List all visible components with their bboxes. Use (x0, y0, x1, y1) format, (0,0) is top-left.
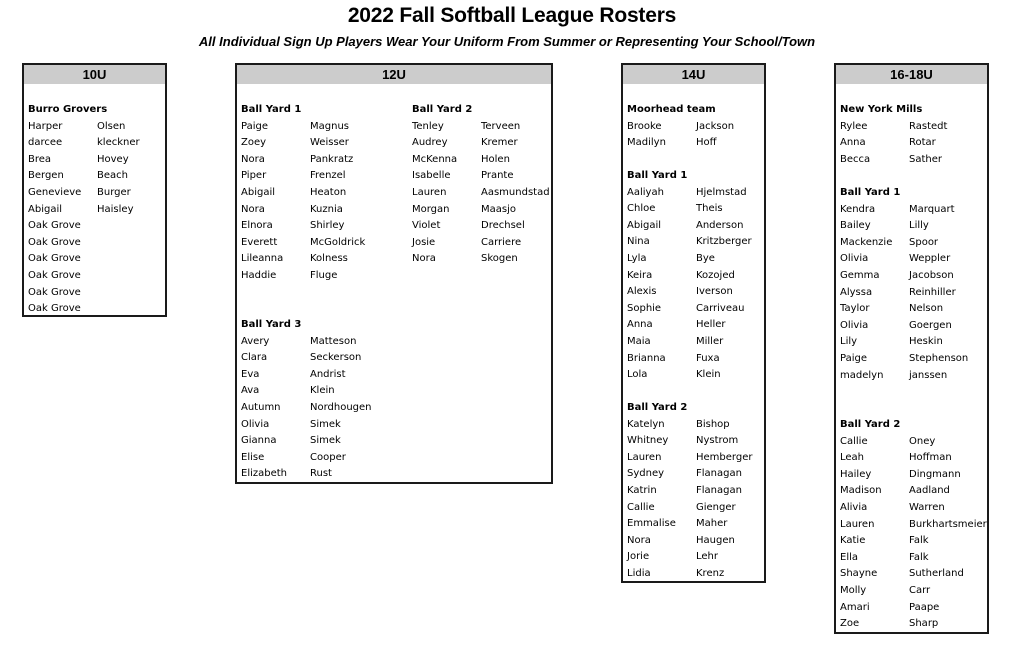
player-last-name: Hoff (696, 137, 717, 149)
player-row (627, 417, 752, 434)
player-row (840, 616, 987, 633)
player-row (28, 119, 140, 136)
player-last-name: Drechsel (481, 220, 525, 232)
player-last-name: Sutherland (909, 568, 964, 580)
player-last-name: Theis (696, 203, 723, 215)
player-last-name: Magnus (310, 120, 349, 132)
player-row (241, 400, 372, 417)
player-first-name: Bailey (840, 220, 871, 232)
player-first-name: madelyn (840, 369, 884, 381)
player-last-name: Falk (909, 551, 929, 563)
player-first-name: Oak Grove (28, 253, 81, 265)
player-row (241, 152, 365, 169)
player-last-name: Bishop (696, 418, 730, 430)
player-row (412, 202, 550, 219)
player-row (627, 317, 752, 334)
player-last-name: Frenzel (310, 170, 346, 182)
player-first-name: Abigail (241, 186, 275, 198)
player-first-name: Lidia (627, 567, 651, 579)
player-first-name: Madilyn (627, 137, 666, 149)
player-last-name: Klein (696, 369, 721, 381)
player-last-name: Heskin (909, 336, 943, 348)
player-row (627, 549, 752, 566)
player-last-name: Kolness (310, 253, 348, 265)
player-last-name: Hoffman (909, 452, 952, 464)
roster-group (241, 317, 372, 483)
player-first-name: Nora (627, 534, 651, 546)
group-title: Burro Grovers (28, 104, 108, 115)
player-last-name: Fluge (310, 269, 338, 281)
player-row (241, 268, 365, 285)
player-first-name: Mackenzie (840, 236, 893, 248)
player-last-name: janssen (909, 369, 948, 381)
player-last-name: Flanagan (696, 484, 742, 496)
player-first-name: Lily (840, 336, 858, 348)
player-row (241, 350, 372, 367)
player-row (28, 268, 140, 285)
player-row (840, 500, 987, 517)
group-title: Ball Yard 1 (627, 170, 688, 181)
player-first-name: Oak Grove (28, 269, 81, 281)
player-last-name: Warren (909, 501, 945, 513)
player-row (627, 466, 752, 483)
page-title: 2022 Fall Softball League Rosters (347, 4, 677, 27)
player-row (840, 517, 987, 534)
player-first-name: Eva (241, 368, 260, 380)
group-title: Ball Yard 2 (840, 419, 901, 430)
roster-group (627, 102, 734, 152)
player-row (241, 135, 365, 152)
player-row (412, 235, 550, 252)
roster-group (28, 102, 140, 318)
player-row (28, 235, 140, 252)
roster-group (840, 102, 947, 168)
player-row (840, 351, 968, 368)
player-first-name: Josie (412, 236, 436, 248)
player-first-name: Keira (627, 269, 653, 281)
player-row (28, 135, 140, 152)
player-row (627, 533, 752, 550)
player-first-name: Katie (840, 535, 866, 547)
player-last-name: Kuznia (310, 203, 343, 215)
player-row (840, 483, 987, 500)
player-row (840, 119, 947, 136)
player-last-name: Heller (696, 319, 726, 331)
roster-group (627, 400, 752, 583)
player-first-name: Bergen (28, 170, 64, 182)
player-last-name: Rotar (909, 137, 936, 149)
player-last-name: Klein (310, 385, 335, 397)
player-row (28, 251, 140, 268)
player-row (627, 483, 752, 500)
player-last-name: Rust (310, 468, 332, 480)
roster-group (412, 102, 550, 268)
group-title: New York Mills (840, 104, 923, 115)
division-10u (22, 63, 167, 317)
player-first-name: Abigail (627, 219, 661, 231)
player-first-name: Olivia (840, 319, 869, 331)
player-row (627, 334, 752, 351)
division-12u (235, 63, 553, 484)
player-last-name: Nordhougen (310, 401, 372, 413)
player-last-name: Spoor (909, 236, 939, 248)
player-first-name: Oak Grove (28, 286, 81, 298)
player-first-name: Alyssa (840, 286, 873, 298)
player-row (840, 467, 987, 484)
player-first-name: Hailey (840, 468, 872, 480)
player-last-name: Flanagan (696, 468, 742, 480)
player-row (241, 218, 365, 235)
player-last-name: Matteson (310, 335, 357, 347)
roster-group (840, 417, 987, 633)
group-title: Ball Yard 2 (412, 104, 473, 115)
player-last-name: Hovey (97, 153, 129, 165)
player-first-name: Genevieve (28, 186, 82, 198)
player-row (627, 201, 752, 218)
player-last-name: Maher (696, 518, 728, 530)
group-title: Ball Yard 1 (241, 104, 302, 115)
player-row (840, 135, 947, 152)
division-header: 14U (623, 65, 764, 84)
player-last-name: Skogen (481, 253, 518, 265)
player-first-name: Oak Grove (28, 220, 81, 232)
player-last-name: Fuxa (696, 352, 720, 364)
player-row (412, 119, 550, 136)
player-row (28, 218, 140, 235)
player-last-name: Beach (97, 170, 128, 182)
player-last-name: Shirley (310, 220, 345, 232)
player-row (412, 168, 550, 185)
player-row (840, 218, 968, 235)
player-last-name: Carriveau (696, 302, 745, 314)
player-first-name: Elnora (241, 220, 273, 232)
player-row (840, 268, 968, 285)
player-first-name: Avery (241, 335, 270, 347)
player-first-name: Haddie (241, 269, 277, 281)
player-first-name: Clara (241, 352, 268, 364)
player-first-name: Anna (627, 319, 653, 331)
player-last-name: Holen (481, 153, 510, 165)
player-first-name: Abigail (28, 203, 62, 215)
player-row (627, 119, 734, 136)
player-first-name: Nina (627, 236, 650, 248)
player-last-name: Iverson (696, 286, 733, 298)
player-row (241, 334, 372, 351)
player-row (241, 251, 365, 268)
player-last-name: Hemberger (696, 451, 753, 463)
player-row (241, 185, 365, 202)
player-first-name: Callie (840, 435, 868, 447)
player-first-name: Morgan (412, 203, 450, 215)
player-row (627, 500, 752, 517)
player-row (627, 284, 752, 301)
player-last-name: Kremer (481, 137, 518, 149)
player-first-name: Lauren (627, 451, 662, 463)
player-last-name: Andrist (310, 368, 346, 380)
player-first-name: Rylee (840, 120, 868, 132)
player-row (412, 152, 550, 169)
player-last-name: Hjelmstad (696, 186, 747, 198)
group-title: Ball Yard 2 (627, 402, 688, 413)
group-title: Ball Yard 3 (241, 319, 302, 330)
player-first-name: Madison (840, 485, 882, 497)
player-last-name: Gienger (696, 501, 736, 513)
player-last-name: Heaton (310, 186, 347, 198)
player-first-name: darcee (28, 137, 63, 149)
player-first-name: Violet (412, 220, 441, 232)
player-last-name: Rastedt (909, 120, 948, 132)
player-first-name: Brianna (627, 352, 666, 364)
player-first-name: McKenna (412, 153, 458, 165)
player-first-name: Brea (28, 153, 52, 165)
player-last-name: Olsen (97, 120, 126, 132)
player-row (28, 152, 140, 169)
player-row (627, 450, 752, 467)
player-first-name: Lauren (412, 186, 447, 198)
player-last-name: Krenz (696, 567, 725, 579)
player-last-name: Nelson (909, 303, 944, 315)
player-row (840, 285, 968, 302)
player-last-name: Reinhiller (909, 286, 956, 298)
player-last-name: Oney (909, 435, 936, 447)
player-last-name: McGoldrick (310, 236, 366, 248)
player-first-name: Paige (241, 120, 268, 132)
player-last-name: Prante (481, 170, 514, 182)
player-row (241, 417, 372, 434)
division-header: 16-18U (836, 65, 987, 84)
player-last-name: Carr (909, 584, 931, 596)
player-row (627, 433, 752, 450)
player-row (627, 351, 752, 368)
player-first-name: Elise (241, 451, 265, 463)
player-row (241, 119, 365, 136)
player-row (241, 235, 365, 252)
player-first-name: Shayne (840, 568, 878, 580)
group-title: Moorhead team (627, 104, 716, 115)
player-row (241, 202, 365, 219)
player-row (412, 135, 550, 152)
player-last-name: Lilly (909, 220, 929, 232)
player-row (412, 251, 550, 268)
player-row (28, 168, 140, 185)
player-first-name: Elizabeth (241, 468, 288, 480)
player-first-name: Autumn (241, 401, 281, 413)
player-row (627, 135, 734, 152)
player-first-name: Isabelle (412, 170, 451, 182)
player-first-name: Sophie (627, 302, 662, 314)
player-first-name: Whitney (627, 435, 669, 447)
player-first-name: Paige (840, 352, 867, 364)
player-first-name: Callie (627, 501, 655, 513)
player-first-name: Katelyn (627, 418, 665, 430)
player-first-name: Leah (840, 452, 865, 464)
player-first-name: Nora (241, 203, 265, 215)
player-first-name: Kendra (840, 203, 876, 215)
player-row (840, 334, 968, 351)
player-row (412, 185, 550, 202)
player-first-name: Aaliyah (627, 186, 664, 198)
player-row (241, 367, 372, 384)
player-first-name: Chloe (627, 203, 656, 215)
player-last-name: Haisley (97, 203, 134, 215)
player-first-name: Zoe (840, 618, 860, 630)
player-last-name: Sharp (909, 618, 939, 630)
roster-group (840, 185, 968, 384)
player-first-name: Tenley (412, 120, 444, 132)
player-last-name: Simek (310, 435, 341, 447)
player-first-name: Molly (840, 584, 867, 596)
player-row (28, 202, 140, 219)
player-last-name: Weppler (909, 253, 951, 265)
player-first-name: Becca (840, 153, 871, 165)
player-first-name: Nora (412, 253, 436, 265)
player-last-name: Simek (310, 418, 341, 430)
player-last-name: Jackson (696, 120, 735, 132)
player-row (840, 301, 968, 318)
player-first-name: Lyla (627, 252, 647, 264)
player-row (840, 202, 968, 219)
player-first-name: Sydney (627, 468, 665, 480)
player-row (412, 218, 550, 235)
player-row (840, 434, 987, 451)
player-last-name: Nystrom (696, 435, 739, 447)
player-last-name: Dingmann (909, 468, 961, 480)
player-last-name: Goergen (909, 319, 952, 331)
player-first-name: Lola (627, 369, 648, 381)
player-last-name: Burkhartsmeier (909, 518, 987, 530)
player-row (840, 583, 987, 600)
player-row (840, 318, 968, 335)
player-last-name: Burger (97, 186, 131, 198)
player-first-name: Oak Grove (28, 303, 81, 315)
player-last-name: Kozojed (696, 269, 735, 281)
player-row (241, 383, 372, 400)
player-row (28, 285, 140, 302)
player-row (28, 301, 140, 318)
player-first-name: Oak Grove (28, 236, 81, 248)
player-first-name: Alivia (840, 501, 868, 513)
player-first-name: Everett (241, 236, 278, 248)
player-last-name: Jacobson (909, 269, 954, 281)
player-first-name: Taylor (840, 303, 870, 315)
player-row (241, 433, 372, 450)
player-first-name: Lauren (840, 518, 875, 530)
player-row (241, 450, 372, 467)
player-first-name: Gianna (241, 435, 277, 447)
player-row (840, 450, 987, 467)
player-row (627, 301, 752, 318)
division-header: 12U (237, 65, 551, 84)
player-row (840, 152, 947, 169)
player-first-name: Nora (241, 153, 265, 165)
player-first-name: Olivia (840, 253, 869, 265)
player-last-name: Marquart (909, 203, 955, 215)
player-last-name: Aasmundstad (481, 186, 550, 198)
player-first-name: Ella (840, 551, 859, 563)
player-first-name: Amari (840, 601, 870, 613)
player-last-name: Aadland (909, 485, 950, 497)
player-last-name: Bye (696, 252, 715, 264)
division-16-18u (834, 63, 989, 634)
player-row (840, 600, 987, 617)
player-row (840, 235, 968, 252)
player-row (840, 251, 968, 268)
player-last-name: Stephenson (909, 352, 969, 364)
player-last-name: Carriere (481, 236, 522, 248)
player-first-name: Zoey (241, 137, 267, 149)
page-subtitle: All Individual Sign Up Players Wear Your Uniform From Summer or Representing Your School/Town (198, 34, 816, 49)
player-first-name: Alexis (627, 286, 657, 298)
player-row (627, 185, 752, 202)
player-row (840, 566, 987, 583)
player-last-name: Weisser (310, 137, 349, 149)
player-first-name: Emmalise (627, 518, 676, 530)
player-first-name: Jorie (627, 551, 650, 563)
player-first-name: Katrin (627, 484, 657, 496)
player-last-name: Haugen (696, 534, 735, 546)
player-first-name: Olivia (241, 418, 270, 430)
player-row (241, 466, 372, 483)
player-last-name: Pankratz (310, 153, 354, 165)
player-last-name: Terveen (481, 120, 521, 132)
player-row (840, 550, 987, 567)
player-last-name: Maasjo (481, 203, 516, 215)
player-first-name: Maia (627, 335, 651, 347)
player-row (241, 168, 365, 185)
player-first-name: Piper (241, 170, 267, 182)
player-row (840, 533, 987, 550)
player-first-name: Anna (840, 137, 866, 149)
player-last-name: Kritzberger (696, 236, 752, 248)
player-row (627, 516, 752, 533)
group-title: Ball Yard 1 (840, 187, 901, 198)
player-first-name: Ava (241, 385, 260, 397)
division-header: 10U (24, 65, 165, 84)
player-first-name: Lileanna (241, 253, 284, 265)
player-first-name: Gemma (840, 269, 880, 281)
player-first-name: Brooke (627, 120, 662, 132)
player-last-name: Anderson (696, 219, 744, 231)
player-row (627, 566, 752, 583)
player-last-name: Paape (909, 601, 940, 613)
player-row (627, 218, 752, 235)
player-last-name: Miller (696, 335, 724, 347)
player-row (840, 368, 968, 385)
division-14u (621, 63, 766, 583)
player-last-name: kleckner (97, 137, 140, 149)
player-row (28, 185, 140, 202)
player-last-name: Cooper (310, 451, 346, 463)
player-row (627, 268, 752, 285)
player-last-name: Falk (909, 535, 929, 547)
player-last-name: Lehr (696, 551, 718, 563)
roster-group (627, 168, 752, 384)
player-first-name: Harper (28, 120, 63, 132)
player-row (627, 367, 752, 384)
player-row (627, 234, 752, 251)
player-row (627, 251, 752, 268)
player-last-name: Seckerson (310, 352, 362, 364)
roster-group (241, 102, 365, 285)
player-last-name: Sather (909, 153, 942, 165)
player-first-name: Audrey (412, 137, 448, 149)
